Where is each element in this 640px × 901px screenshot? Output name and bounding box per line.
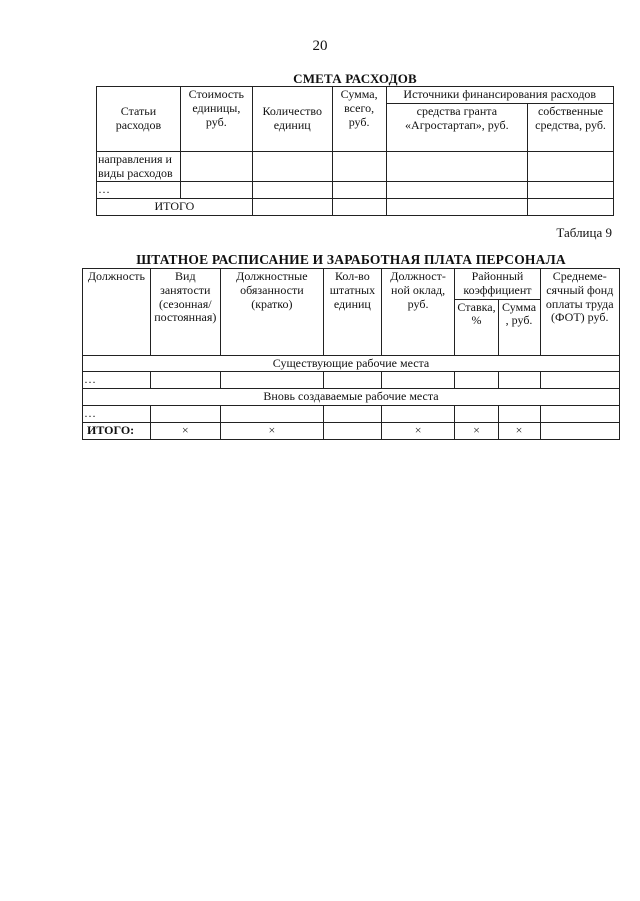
header-rate: Ставка, % — [455, 299, 498, 355]
row-label-directions: направления и виды расходов — [97, 151, 181, 182]
table-row — [83, 372, 620, 389]
table-caption: Таблица 9 — [556, 225, 612, 240]
table-cell — [540, 422, 620, 439]
table-cell — [332, 199, 386, 216]
header-sources: Источники финансирования расходов — [386, 87, 613, 104]
table-cell — [150, 372, 220, 389]
staff-table-title: ШТАТНОЕ РАСПИСАНИЕ И ЗАРАБОТНАЯ ПЛАТА ПЕРСОНАЛА — [136, 252, 566, 267]
header-fund: Среднеме-сячный фонд оплаты труда (ФОТ) руб. — [540, 269, 620, 356]
table-cell — [323, 372, 381, 389]
section-label-existing: Существующие рабочие места — [83, 355, 620, 372]
header-grant: средства гранта «Агростартап», руб. — [386, 103, 528, 151]
table-cell — [540, 405, 620, 422]
header-unit-cost: Стоимость единицы, руб. — [180, 87, 252, 152]
table-cell — [180, 151, 252, 182]
table-cell — [455, 405, 498, 422]
table-cell — [528, 151, 614, 182]
row-label-ellipsis: … — [83, 372, 151, 389]
table-cell — [332, 182, 386, 199]
cross-mark: × — [381, 422, 455, 439]
header-regional: Районный коэффициент — [455, 269, 540, 300]
table-row — [97, 151, 614, 182]
table-cell — [381, 405, 455, 422]
table-cell — [220, 405, 323, 422]
header-employment: Вид занятости (сезонная/ постоянная) — [150, 269, 220, 356]
cross-mark: × — [498, 422, 540, 439]
header-own: собственные средства, руб. — [528, 103, 614, 151]
table-cell — [455, 372, 498, 389]
table-cell — [528, 182, 614, 199]
table-cell — [220, 372, 323, 389]
table-cell — [498, 372, 540, 389]
table-cell — [498, 405, 540, 422]
row-label-ellipsis: … — [97, 182, 181, 199]
header-quantity: Количество единиц — [252, 87, 332, 152]
table-row — [97, 182, 614, 199]
header-items: Статьи расходов — [97, 87, 181, 152]
table-cell — [386, 182, 528, 199]
table-cell — [323, 422, 381, 439]
table-cell — [323, 405, 381, 422]
budget-table — [96, 86, 614, 216]
header-count: Кол-во штатных единиц — [323, 269, 381, 356]
table-cell — [252, 151, 332, 182]
budget-table-title: СМЕТА РАСХОДОВ — [293, 71, 417, 86]
section-row-existing — [83, 355, 620, 372]
row-label-total: ИТОГО: — [83, 422, 151, 439]
header-salary: Должност-ной оклад, руб. — [381, 269, 455, 356]
table-row — [83, 405, 620, 422]
table-cell — [150, 405, 220, 422]
staff-table — [82, 268, 620, 440]
cross-mark: × — [455, 422, 498, 439]
table-row-total — [97, 199, 614, 216]
section-label-new: Вновь создаваемые рабочие места — [83, 389, 620, 406]
table-row-total — [83, 422, 620, 439]
row-label-total: ИТОГО — [97, 199, 253, 216]
table-cell — [386, 199, 528, 216]
section-row-new — [83, 389, 620, 406]
table-cell — [528, 199, 614, 216]
table-cell — [180, 182, 252, 199]
header-sum: Сумма , руб. — [498, 299, 540, 355]
row-label-ellipsis: … — [83, 405, 151, 422]
table-cell — [252, 199, 332, 216]
cross-mark: × — [220, 422, 323, 439]
cross-mark: × — [150, 422, 220, 439]
table-cell — [252, 182, 332, 199]
header-total: Сумма, всего, руб. — [332, 87, 386, 152]
header-duties: Должностные обязанности (кратко) — [220, 269, 323, 356]
table-cell — [381, 372, 455, 389]
table-cell — [386, 151, 528, 182]
table-cell — [540, 372, 620, 389]
page-number: 20 — [312, 38, 328, 54]
header-position: Должность — [83, 269, 151, 356]
table-cell — [332, 151, 386, 182]
